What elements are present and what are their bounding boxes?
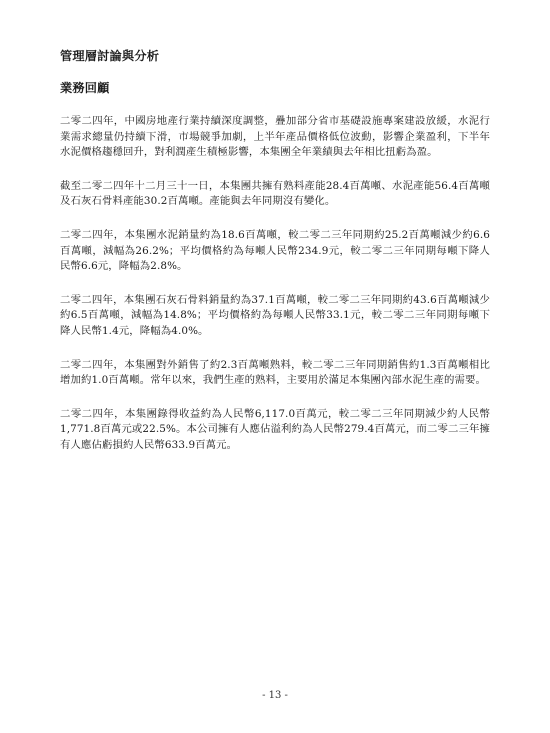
- paragraph-market-overview: 二零二四年，中國房地產行業持續深度調整，疊加部分省市基礎設施專案建設放緩，水泥行業需求總量仍持續下滑，市場競爭加劇，上半年產品價格低位波動，影響企業盈利，下半年水泥價格趨穩回升，對利潤產生積極影響，本集團全年業績與去年相比扭虧為盈。: [60, 115, 490, 159]
- section-title: 管理層討論與分析: [60, 49, 160, 63]
- paragraph-clinker-sales: 二零二四年，本集團對外銷售了約2.3百萬噸熟料，較二零二三年同期銷售約1.3百萬噸相比增加約1.0百萬噸。常年以來，我們生產的熟料，主要用於滿足本集團內部水泥生產的需要。: [60, 358, 490, 387]
- page-number: - 13 -: [262, 690, 288, 701]
- paragraph-aggregate-sales: 二零二四年，本集團石灰石骨料銷量約為37.1百萬噸，較二零二三年同期約43.6百萬噸減少約6.5百萬噸，減幅為14.8%；平均價格約為每噸人民幣33.1元，較二零二三年同期每噸下降人民幣1.4元，降幅為4.0%。: [60, 293, 490, 337]
- subsection-title: 業務回顧: [60, 81, 110, 95]
- paragraph-capacity: 截至二零二四年十二月三十一日，本集團共擁有熟料產能28.4百萬噸、水泥產能56.4百萬噸及石灰石骨料產能30.2百萬噸。產能與去年同期沒有變化。: [60, 179, 490, 208]
- paragraph-revenue-profit: 二零二四年，本集團錄得收益約為人民幣6,117.0百萬元，較二零二三年同期減少約人民幣1,771.8百萬元或22.5%。本公司擁有人應佔溢利約為人民幣279.4百萬元，而二零二三年擁有人應佔虧損約人民幣633.9百萬元。: [60, 407, 490, 451]
- paragraph-cement-sales: 二零二四年，本集團水泥銷量約為18.6百萬噸，較二零二三年同期約25.2百萬噸減少約6.6百萬噸，減幅為26.2%；平均價格約為每噸人民幣234.9元，較二零二三年同期每噸下降人民幣6.6元，降幅為2.8%。: [60, 228, 490, 273]
